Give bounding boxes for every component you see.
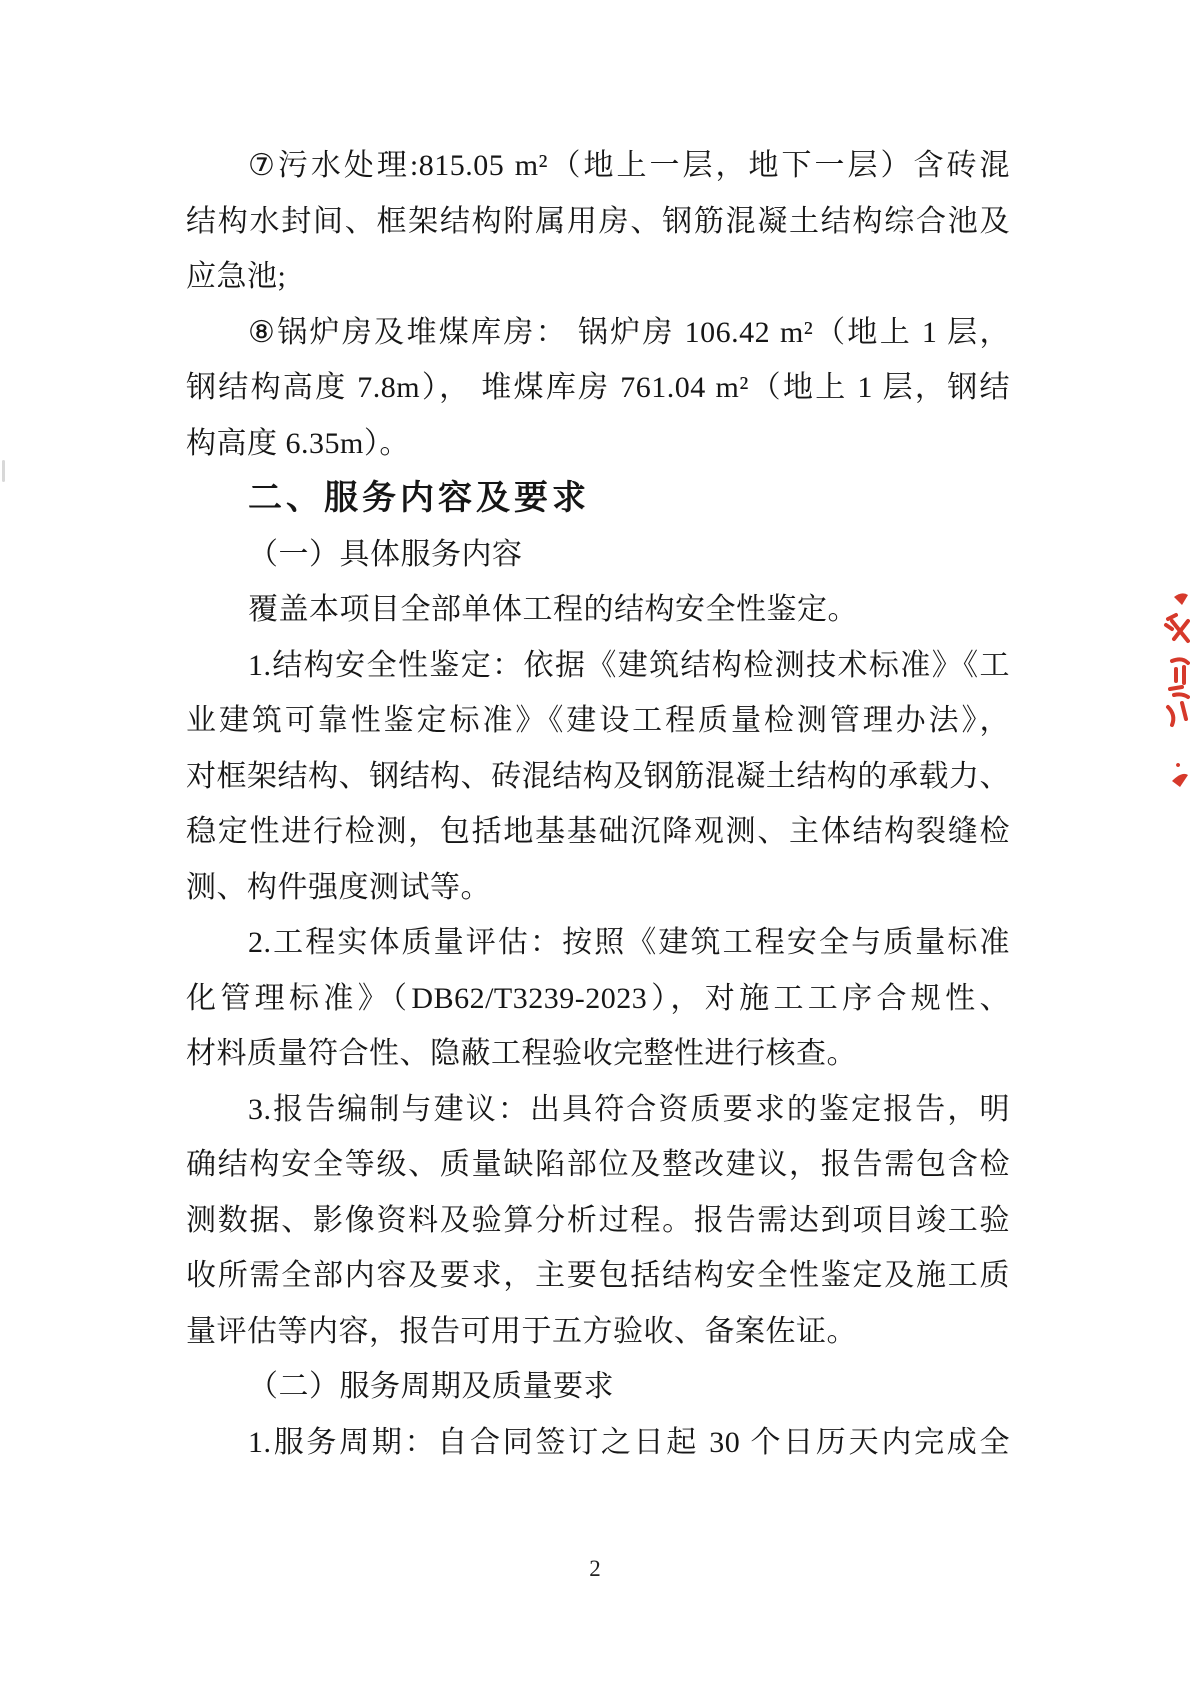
text-line: 对框架结构、钢结构、砖混结构及钢筋混凝土结构的承载力、 (186, 759, 1010, 793)
text-line: 1.服务周期：自合同签订之日起 30 个日历天内完成全 (248, 1425, 1010, 1459)
subsection-heading: （二）服务周期及质量要求 (248, 1370, 614, 1403)
subsection-heading: （一）具体服务内容 (248, 537, 523, 571)
text-line: ⑧锅炉房及堆煤库房： 锅炉房 106.42 m²（地上 1 层， (248, 315, 1010, 349)
text-line: 材料质量符合性、隐蔽工程验收完整性进行核查。 (186, 1037, 857, 1070)
text-line: 量评估等内容，报告可用于五方验收、备案佐证。 (186, 1314, 857, 1348)
text-line: 钢结构高度 7.8m）， 堆煤库房 761.04 m²（地上 1 层，钢结 (186, 371, 1010, 404)
text-line: ⑦污水处理:815.05 m²（地上一层，地下一层）含砖混 (248, 149, 1010, 182)
text-line: 稳定性进行检测，包括地基基础沉降观测、主体结构裂缝检 (186, 815, 1010, 848)
text-line: 收所需全部内容及要求，主要包括结构安全性鉴定及施工质 (186, 1259, 1010, 1292)
document-body (186, 138, 1010, 1470)
red-stamp-fragment-icon (1152, 585, 1190, 795)
text-line: 构高度 6.35m）。 (186, 426, 410, 460)
text-line: 化管理标准》（DB62/T3239-2023），对施工工序合规性、 (186, 981, 1010, 1015)
text-line: 3.报告编制与建议：出具符合资质要求的鉴定报告，明 (248, 1092, 1010, 1126)
page-number: 2 (589, 1556, 601, 1581)
text-line: 结构水封间、框架结构附属用房、钢筋混凝土结构综合池及 (186, 204, 1010, 238)
text-line: 1.结构安全性鉴定：依据《建筑结构检测技术标准》《工 (248, 648, 1010, 682)
text-line: 覆盖本项目全部单体工程的结构安全性鉴定。 (248, 593, 858, 626)
text-line: 确结构安全等级、质量缺陷部位及整改建议，报告需包含检 (186, 1148, 1010, 1181)
text-line: 应急池; (186, 260, 287, 293)
text-line: 测、构件强度测试等。 (186, 870, 491, 904)
text-line: 2.工程实体质量评估：按照《建筑工程安全与质量标准 (248, 926, 1010, 959)
text-line: 业建筑可靠性鉴定标准》《建设工程质量检测管理办法》， (186, 704, 1010, 737)
scan-artifact (2, 460, 5, 482)
section-heading: 二、服务内容及要求 (248, 479, 590, 517)
text-line: 测数据、影像资料及验算分析过程。报告需达到项目竣工验 (186, 1203, 1010, 1237)
